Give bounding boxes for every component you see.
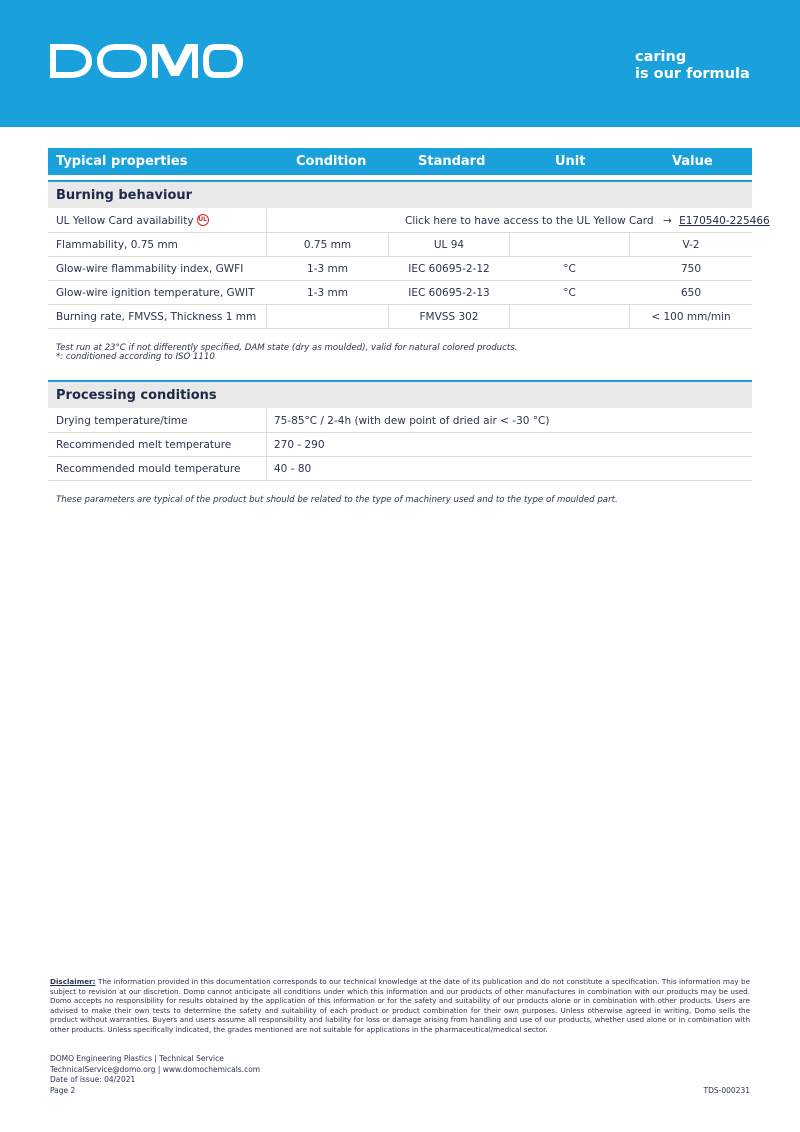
standard-cell: IEC 60695-2-13	[408, 287, 490, 299]
condition-cell: 0.75 mm	[303, 239, 352, 251]
disclaimer	[50, 977, 750, 1034]
page-header	[0, 0, 800, 127]
footer-contact: TechnicalService@domo.org | www.domochemicals.com	[50, 1064, 261, 1074]
ul-logo-icon: UL	[197, 214, 209, 226]
table-header	[48, 148, 752, 175]
standard-cell: FMVSS 302	[419, 311, 479, 323]
conditioning-note: *: conditioned according to ISO 1110	[56, 352, 215, 362]
property-cell: Flammability, 0.75 mm	[56, 239, 178, 251]
table-row	[48, 281, 752, 305]
tagline-line-1: caring	[635, 49, 687, 65]
table-row	[48, 233, 752, 257]
footer-page-number: Page 2	[50, 1085, 76, 1095]
domo-logo-icon	[48, 41, 244, 81]
test-conditions-note: Test run at 23°C if not differently specified, DAM state (dry as moulded), valid for natural colored products.	[56, 343, 518, 353]
table-row	[48, 409, 752, 433]
domo-logo	[48, 41, 244, 86]
table-row	[48, 305, 752, 329]
value-cell: 650	[680, 287, 702, 299]
header-value: Value	[672, 154, 713, 169]
footer-department: DOMO Engineering Plastics | Technical Service	[50, 1054, 224, 1063]
property-cell: Burning rate, FMVSS, Thickness 1 mm	[56, 311, 257, 323]
disclaimer-text: The information provided in this documentation corresponds to our technical knowledge at the date of its publication and do not constitute a specification. This information may be subject to revision at our discretion. Domo cannot anticipate all conditions under which this information and our products of other manufactures in combination with our products may be used. Domo accepts no responsibility for results obtained by the application of this information or for the safety and suitability of our products alone or in combination with other products. Users are advised to make their own tests to determine the safety and suitability of each product or product combination for their own purposes. Unless otherwise agreed in writing, Domo sells the product without warranties. Buyers and users assume all responsibility and liability for loss or damage arising from handling and use of our products, whether used alone or in combination with other products. Unless specifically indicated, the grades mentioned are not suitable for applications in the pharmaceutical/medical sector.	[50, 977, 750, 1034]
unit-cell	[510, 233, 629, 257]
ul-yellow-card-link[interactable]: Click here to have access to the UL Yellow Card	[405, 215, 654, 227]
value-cell: 270 - 290	[274, 439, 325, 451]
property-cell: Glow-wire ignition temperature, GWIT	[56, 287, 255, 299]
property-cell: Recommended mould temperature	[56, 463, 241, 475]
value-cell: 40 - 80	[274, 463, 312, 475]
table-row	[48, 257, 752, 281]
table-row	[48, 209, 770, 233]
arrow-right-icon: →	[662, 215, 672, 227]
section-processing-conditions: Processing conditions	[48, 380, 752, 408]
column-divider	[266, 209, 267, 233]
property-cell: Glow-wire flammability index, GWFI	[56, 263, 244, 275]
value-cell: 750	[680, 263, 702, 275]
ul-link-cell	[405, 209, 770, 233]
ul-file-number-link[interactable]: E170540-225466	[679, 215, 770, 227]
section-burning-behaviour: Burning behaviour	[48, 180, 752, 208]
processing-note: These parameters are typical of the product but should be related to the type of machinery used and to the type of moulded part.	[56, 495, 618, 505]
value-cell: V-2	[682, 239, 700, 251]
header-condition: Condition	[296, 154, 367, 169]
page-footer	[50, 1054, 260, 1096]
unit-cell	[510, 305, 629, 329]
unit-cell: °C	[563, 263, 576, 275]
table-row	[48, 433, 752, 457]
value-cell: < 100 mm/min	[651, 311, 731, 323]
table-row	[48, 457, 752, 481]
disclaimer-label: Disclaimer:	[50, 977, 96, 986]
tagline	[635, 49, 750, 83]
property-cell: Recommended melt temperature	[56, 439, 232, 451]
condition-cell: 1-3 mm	[307, 263, 348, 275]
header-standard: Standard	[418, 154, 486, 169]
header-unit: Unit	[555, 154, 586, 169]
standard-cell: IEC 60695-2-12	[408, 263, 490, 275]
footer-issue-date: Date of issue: 04/2021	[50, 1075, 136, 1084]
document-id: TDS-000231	[703, 1086, 750, 1095]
tagline-line-2: is our formula	[635, 66, 750, 82]
condition-cell: 1-3 mm	[307, 287, 348, 299]
header-typical-properties: Typical properties	[56, 154, 188, 169]
value-cell: 75-85°C / 2-4h (with dew point of dried air < -30 °C)	[274, 415, 550, 427]
unit-cell: °C	[563, 287, 576, 299]
condition-cell	[267, 305, 388, 329]
property-cell: Drying temperature/time	[56, 415, 188, 427]
property-cell	[56, 209, 266, 233]
ul-yellow-card-label: UL Yellow Card availability	[56, 215, 194, 227]
standard-cell: UL 94	[433, 239, 465, 251]
